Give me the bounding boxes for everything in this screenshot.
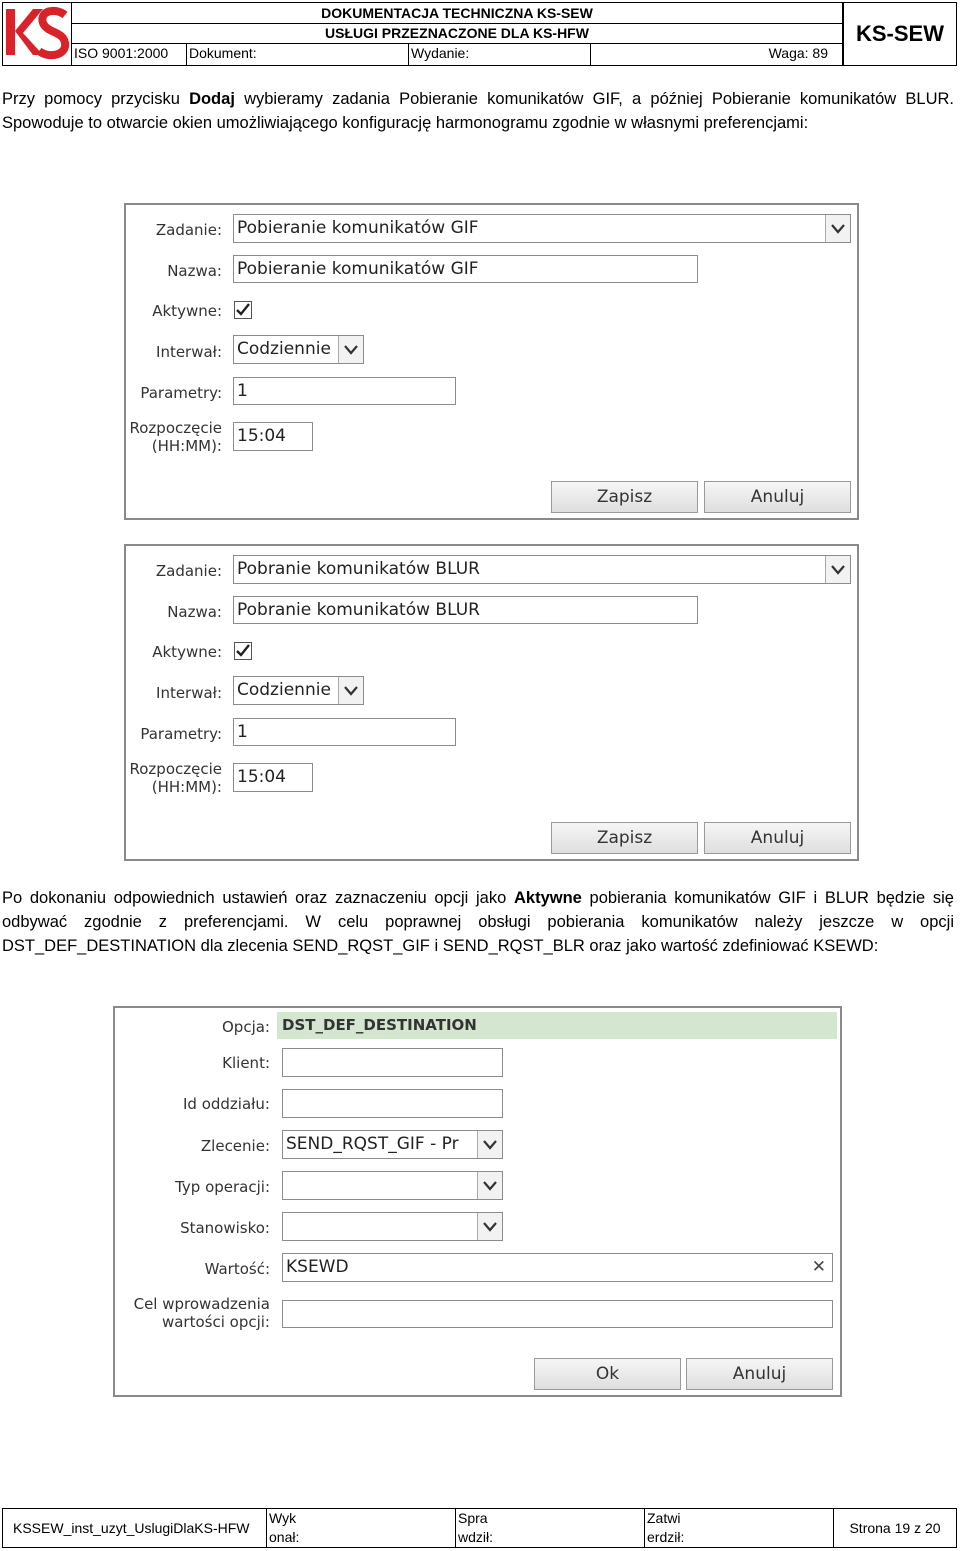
klient-input[interactable] [282, 1048, 503, 1077]
document-footer [2, 1508, 957, 1548]
ok-button[interactable]: Ok [534, 1358, 681, 1390]
intro-paragraph [2, 87, 954, 135]
anuluj-button[interactable]: Anuluj [686, 1358, 833, 1390]
opcja-value: DST_DEF_DESTINATION [277, 1012, 837, 1039]
anuluj-button[interactable]: Anuluj [704, 822, 851, 854]
footer-sprawdzil-line2: wdził: [458, 1529, 494, 1545]
nazwa-input[interactable]: Pobranie komunikatów BLUR [233, 596, 698, 624]
wartosc-input-value: KSEWD [286, 1257, 349, 1277]
interwal-label: Interwał: [156, 684, 222, 702]
parametry-input[interactable]: 1 [233, 377, 456, 405]
interwal-select[interactable] [233, 335, 364, 364]
checkmark-icon [235, 302, 251, 318]
header-wydanie: Wydanie: [409, 44, 591, 65]
middle-bold-aktywne: Aktywne [513, 889, 582, 907]
wartosc-input[interactable] [282, 1253, 833, 1282]
intro-text-1: Przy pomocy przycisku [2, 90, 190, 108]
parametry-label: Parametry: [140, 384, 222, 402]
zapisz-button[interactable]: Zapisz [551, 481, 698, 513]
zlecenie-select[interactable] [282, 1130, 503, 1159]
typ-operacji-select[interactable] [282, 1171, 503, 1200]
rozpoczecie-label-line1: Rozpoczęcie [129, 760, 222, 778]
header-dokument: Dokument: [187, 44, 409, 65]
opcja-label: Opcja: [222, 1018, 270, 1036]
header-title-1: DOKUMENTACJA TECHNICZNA KS-SEW [72, 3, 843, 24]
footer-sprawdzil [456, 1509, 645, 1547]
footer-zatwierdzil-line2: erdził: [647, 1529, 685, 1545]
clear-icon[interactable]: ✕ [811, 1257, 826, 1277]
interwal-select-value: Codziennie [237, 339, 331, 359]
cel-label [115, 1295, 270, 1331]
stanowisko-label: Stanowisko: [180, 1219, 270, 1237]
checkmark-icon [235, 643, 251, 659]
cel-label-line1: Cel wprowadzenia [133, 1295, 270, 1313]
typ-operacji-label: Typ operacji: [175, 1178, 270, 1196]
interwal-label: Interwał: [156, 343, 222, 361]
id-oddzialu-input[interactable] [282, 1089, 503, 1118]
chevron-down-icon[interactable] [338, 677, 363, 704]
zadanie-select-value: Pobieranie komunikatów GIF [237, 218, 479, 238]
interwal-select-value: Codziennie [237, 680, 331, 700]
schedule-dialog-blur [124, 544, 859, 861]
nazwa-label: Nazwa: [167, 603, 222, 621]
chevron-down-icon[interactable] [825, 556, 850, 583]
intro-bold-dodaj: Dodaj [189, 90, 235, 108]
cel-input[interactable] [282, 1300, 833, 1328]
footer-wykonal [267, 1509, 456, 1547]
chevron-down-icon[interactable] [477, 1172, 502, 1199]
ks-logo [3, 3, 72, 65]
wartosc-label: Wartość: [204, 1260, 270, 1278]
zadanie-label: Zadanie: [155, 221, 222, 239]
aktywne-checkbox[interactable] [234, 642, 252, 660]
aktywne-checkbox[interactable] [234, 301, 252, 319]
rozpoczecie-input[interactable]: 15:04 [233, 763, 313, 792]
nazwa-input[interactable]: Pobieranie komunikatów GIF [233, 255, 698, 283]
rozpoczecie-label-line1: Rozpoczęcie [129, 419, 222, 437]
parametry-input[interactable]: 1 [233, 718, 456, 746]
middle-text-1: Po dokonaniu odpowiednich ustawień oraz zaznaczeniu opcji jako [2, 889, 514, 907]
document-header [2, 2, 957, 66]
footer-doc-name: KSSEW_inst_uzyt_UslugiDlaKS-HFW [3, 1509, 267, 1547]
intro-text-2: wybieramy zadania Pobieranie komunikatów GIF, a później Pobieranie komunikatów BLUR. Spowoduje to otwarcie okien umożliwiającego konfigurację harmonogramu zgodnie w własnymi preferencjami: [2, 90, 954, 132]
id-oddzialu-label: Id oddziału: [183, 1095, 270, 1113]
nazwa-label: Nazwa: [167, 262, 222, 280]
klient-label: Klient: [222, 1054, 270, 1072]
aktywne-label: Aktywne: [152, 643, 222, 661]
header-iso: ISO 9001:2000 [72, 44, 187, 65]
header-brand: KS-SEW [843, 3, 956, 65]
zadanie-select[interactable] [233, 214, 851, 243]
ks-logo-icon [3, 3, 71, 65]
anuluj-button[interactable]: Anuluj [704, 481, 851, 513]
rozpoczecie-label [126, 760, 222, 796]
parametry-label: Parametry: [140, 725, 222, 743]
footer-zatwierdzil-line1: Zatwi [647, 1510, 681, 1526]
chevron-down-icon[interactable] [477, 1213, 502, 1240]
zlecenie-select-value: SEND_RQST_GIF - Pr [286, 1134, 459, 1154]
rozpoczecie-label-line2: (HH:MM): [151, 437, 222, 455]
footer-wykonal-line2: onał: [269, 1529, 300, 1545]
rozpoczecie-input[interactable]: 15:04 [233, 422, 313, 451]
zadanie-select[interactable] [233, 555, 851, 584]
middle-paragraph [2, 886, 954, 958]
footer-sprawdzil-line1: Spra [458, 1510, 488, 1526]
zapisz-button[interactable]: Zapisz [551, 822, 698, 854]
chevron-down-icon[interactable] [477, 1131, 502, 1158]
stanowisko-select[interactable] [282, 1212, 503, 1241]
rozpoczecie-label-line2: (HH:MM): [151, 778, 222, 796]
cel-label-line2: wartości opcji: [161, 1313, 270, 1331]
footer-page-number: Strona 19 z 20 [849, 1520, 941, 1536]
zadanie-select-value: Pobranie komunikatów BLUR [237, 559, 480, 579]
footer-zatwierdzil [645, 1509, 834, 1547]
zlecenie-label: Zlecenie: [200, 1137, 270, 1155]
header-title-2: USŁUGI PRZEZNACZONE DLA KS-HFW [72, 24, 843, 44]
interwal-select[interactable] [233, 676, 364, 705]
header-waga: Waga: 89 [591, 44, 843, 65]
chevron-down-icon[interactable] [825, 215, 850, 242]
middle-text-2: pobierania komunikatów GIF i BLUR będzie się odbywać zgodnie z preferencjami. W celu poprawnej obsługi pobierania komunikatów należy jeszcze w opcji DST_DEF_DESTINATION dla zlecenia SEND_RQST_GIF i SEND_RQST_BLR oraz jako wartość zdefiniować KSEWD: [2, 889, 954, 955]
footer-wykonal-line1: Wyk [269, 1510, 297, 1526]
rozpoczecie-label [126, 419, 222, 455]
aktywne-label: Aktywne: [152, 302, 222, 320]
zadanie-label: Zadanie: [155, 562, 222, 580]
option-dialog [113, 1006, 842, 1397]
chevron-down-icon[interactable] [338, 336, 363, 363]
schedule-dialog-gif [124, 203, 859, 520]
